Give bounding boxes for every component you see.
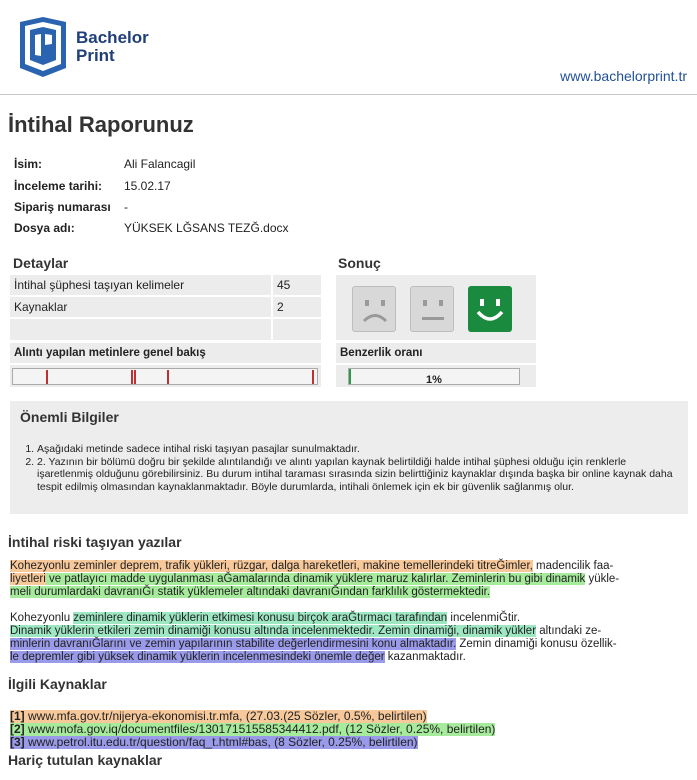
plain-text: incelenmiĞtir. [447,612,521,624]
source-number: [2] [10,722,25,736]
important-item: 2. 2. Yazının bir bölümü doğru bir şekilde alıntılandığı ve alıntı yapılan kaynak belirtildiği halde intihal şüphesi olduğu için renklerle işaretlenmiş olduğunu görebilirsiniz. Bu durum intihal taraması sırasında sizin belirttiğiniz kaynaklar dışında başka bir online kaynak daha tespit edilmiş olmasından kaynaklanmaktadır. Böyle durumlarda, intihali önlemek için ek bir güvenlik sağlanmış olur. [37,456,677,494]
plain-text: Kohezyonlu [10,612,74,624]
field-label: İnceleme tarihi: [14,179,103,193]
risky-paragraph-1 [10,560,690,599]
similarity-value: 1% [426,374,442,386]
brand-name [76,29,149,65]
highlight-source-3: le depremler gibi yüksek dinamik yüklerin incelenmesindeki önemle değer [10,651,385,663]
overview-mark [134,370,136,384]
important-info-box [10,401,688,514]
overview-cell [10,365,321,387]
brand-line-1: Bachelor [76,28,149,47]
overview-mark [167,370,169,384]
highlight-source-1: Kohezyonlu zeminler deprem, trafik yükleri, rüzgar, dalga hareketleri, makine temellerindeki titreĞimler, [10,560,533,572]
field-value: Ali Falancagil [124,157,196,171]
highlight-source-3: minlerin davranıĞlarını ve zemin yapılarının stabilite değerlendirmesini konu almaktadır. [10,638,457,650]
overview-mark [46,370,48,384]
field-value: 15.02.17 [124,179,171,193]
overview-mark [131,370,133,384]
plain-text: Zemin dinamiği konusu özellik- [456,638,617,650]
result-heading: Sonuç [338,255,381,271]
brand-line-2: Print [76,46,115,65]
details-heading: Detaylar [13,255,69,271]
source-text: www.mofa.gov.iq/documentfiles/130171515585344412.pdf, (12 Sözler, 0.25%, belirtilen) [24,722,496,736]
important-list [37,443,677,493]
excluded-heading: Hariç tutulan kaynaklar [8,752,163,768]
details-value-sources: 2 [273,297,321,317]
result-faces-panel [336,275,536,340]
highlight-source-2: ve patlayıcı madde uygulanması aĞamalarında dinamik yüklere maruz kalırlar. Zeminlerin bu gibi dinamik [45,573,586,585]
bachelor-print-logo [16,16,70,78]
details-label-empty [10,319,271,340]
field-value: YÜKSEK LĞSANS TEZĞ.docx [124,221,289,235]
plain-text: yükle- [585,573,620,585]
website-link[interactable]: www.bachelorprint.tr [560,68,687,84]
overview-bar [12,368,318,385]
important-heading: Önemli Bilgiler [20,409,119,425]
details-label-sources: Kaynaklar [10,297,271,317]
highlight-source-1: liyetleri [10,573,46,585]
field-value: - [124,200,128,214]
field-label: İsim: [14,157,43,171]
happy-face-icon [468,286,512,332]
details-label-suspect-words: İntihal şüphesi taşıyan kelimeler [10,275,271,295]
source-item-3[interactable] [10,736,418,749]
page-title: İntihal Raporunuz [8,112,194,137]
source-text: www.mfa.gov.tr/nijerya-ekonomisi.tr.mfa, (27.03.(25 Sözler, 0.5%, belirtilen) [24,709,427,723]
similarity-label: Benzerlik oranı [336,343,536,363]
highlight-source-2: zeminlere dinamik yüklerin etkimesi konusu birçok araĞtırmacı tarafından [73,612,448,624]
field-label: Dosya adı: [14,221,75,235]
risky-heading: İntihal riski taşıyan yazılar [8,534,182,550]
highlight-source-2: Dinamik yüklerin etkileri zemin dinamiği konusu altında incelenmektedir. Zemin dinamiği, dinamik yükler [10,625,537,637]
details-value-empty [273,319,321,340]
sad-face-icon [352,286,396,332]
source-number: [3] [10,735,25,749]
field-label: Sipariş numarası [14,200,111,214]
similarity-bar [348,368,520,385]
source-text: www.petrol.itu.edu.tr/question/faq_t.html#bas, (8 Sözler, 0.25%, belirtilen) [24,735,418,749]
source-number: [1] [10,709,25,723]
important-item: 1. Aşağıdaki metinde sadece intihal riski taşıyan pasajlar sunulmaktadır. [37,443,677,456]
plain-text: madencilik faa- [532,560,614,572]
overview-label: Alıntı yapılan metinlere genel bakış [10,343,321,363]
plain-text: altındaki ze- [536,625,602,637]
overview-mark [312,370,314,384]
plain-text: kazanmaktadır. [384,651,466,663]
similarity-cell [336,365,536,387]
sources-heading: İlgili Kaynaklar [8,676,107,692]
page-header [0,0,697,95]
risky-paragraph-2 [10,612,690,664]
neutral-face-icon [410,286,454,332]
details-value-suspect-words: 45 [273,275,321,295]
highlight-source-2: meli durumlardaki davranıĞı statik yüklemeler altındaki davranıĞından farklılık göstermektedir. [10,586,491,598]
